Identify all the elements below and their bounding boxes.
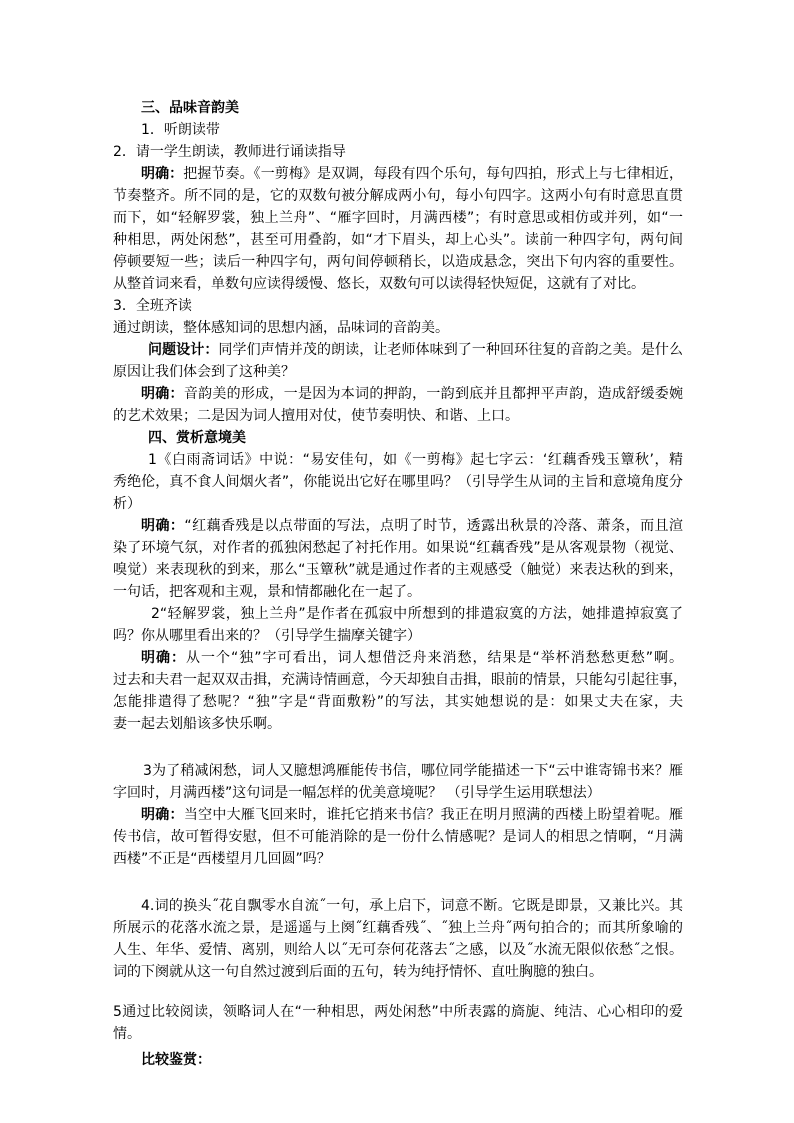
paragraph-line: 传书信，故可暂得安慰，但不可能消除的是一份什么情感呢？是词人的相思之情啊，“月满 — [113, 829, 683, 845]
paragraph-line: 的艺术效果；二是因为词人擅用对仗，使节奏明快、和谐、上口。 — [113, 408, 519, 424]
paragraph-line: 染了环境气氛，对作者的孤独闲愁起了衬托作用。如果说“红藕香残”是从客观景物（视觉、 — [113, 540, 683, 556]
question-2: 2“轻解罗裳，独上兰舟”是作者在孤寂中所想到的排遣寂寞的方法，她排遣掉寂寞了 — [151, 606, 683, 622]
clarification-paragraph-1: 明确：把握节奏。《一剪梅》是双调，每段有四个乐句，每句四拍，形式上与七律相近， — [141, 166, 684, 182]
paragraph-line: 情。 — [113, 1026, 141, 1042]
clarification-paragraph-4: 明确：从一个“独”字可看出，词人想借泛舟来消愁，结果是“举杯消愁愁更愁”啊。 — [141, 650, 683, 666]
point-4: 4.词的换头˝花自飘零水自流˝一句，承上启下，词意不断。它既是即景，又兼比兴。其 — [141, 898, 683, 914]
clarification-paragraph-2: 明确：音韵美的形成，一是因为本词的押韵，一韵到底并且都押平声韵，造成舒缓委婉 — [141, 386, 683, 402]
clarification-label: 明确： — [141, 386, 184, 402]
clarification-label: 明确： — [141, 807, 184, 823]
paragraph-line: 嗅觉）来表现秋的到来，那么“玉簟秋”就是通过作者的主观感受（触觉）来表达秋的到来， — [113, 562, 683, 578]
comparison-heading: 比较鉴赏： — [141, 1052, 211, 1068]
step-2: 2．请一学生朗读，教师进行诵读指导 — [113, 144, 346, 160]
clarification-label: 明确： — [141, 650, 186, 666]
section-heading-mood-beauty: 四、赏析意境美 — [148, 430, 246, 446]
paragraph-line: 一句话，把客观和主观，景和情都融化在一起了。 — [113, 584, 421, 600]
paragraph-line: 妻一起去划船该多快乐啊。 — [113, 716, 281, 732]
paragraph-line: 原因让我们体会到了这种美？ — [113, 364, 295, 380]
clarification-label: 明确： — [141, 166, 184, 182]
step-1: 1．听朗读带 — [141, 122, 220, 138]
paragraph-line: 词的下阕就从这一句自然过渡到后面的五句，转为纯抒情怀、直吐胸臆的独白。 — [113, 964, 603, 980]
paragraph-line: 停顿要短一些；读后一种四字句，两句间停顿稍长，以造成悬念，突出下句内容的重要性。 — [113, 254, 683, 270]
paragraph-line: 种相思，两处闲愁”，甚至可用叠韵，如“才下眉头，却上心头”。读前一种四字句，两句间 — [113, 232, 683, 248]
paragraph-line: 所展示的花落水流之景，是遥遥与上阕˝红藕香残˝、˝独上兰舟˝两句拍合的；而其所象喻的 — [113, 920, 683, 936]
paragraph-line: 怎能排遣得了愁呢？“独”字是“背面敷粉”的写法，其实她想说的是：如果丈夫在家，夫 — [113, 694, 683, 710]
paragraph-line: 字回时，月满西楼”这句词是一幅怎样的优美意境呢？ （引导学生运用联想法） — [113, 785, 601, 801]
clarification-label: 明确： — [141, 518, 185, 534]
clarification-paragraph-5: 明确：当空中大雁飞回来时，谁托它捎来书信？我正在明月照满的西楼上盼望着呢。雁 — [141, 807, 683, 823]
paragraph-line: 吗？你从哪里看出来的？（引导学生揣摩关键字） — [113, 628, 421, 644]
section-heading-sound-beauty: 三、品味音韵美 — [141, 100, 239, 116]
paragraph-line: 通过朗读，整体感知词的思想内涵，品味词的音韵美。 — [113, 320, 449, 336]
paragraph-line: 节奏整齐。所不同的是，它的双数句被分解成两小句，每小句四字。这两小句有时意思直贯 — [113, 188, 683, 204]
question-3: 3为了稍减闲愁，词人又臆想鸿雁能传书信，哪位同学能描述一下“云中谁寄锦书来？雁 — [143, 763, 683, 779]
paragraph-line: 从整首词来看，单数句应读得缓慢、悠长，双数句可以读得轻快短促，这就有了对比。 — [113, 276, 645, 292]
question-label: 问题设计： — [148, 342, 219, 358]
question-1: 1《白雨斋词话》中说：“易安佳句，如《一剪梅》起七字云：‘红藕香残玉簟秋’，精 — [148, 452, 683, 468]
paragraph-line: 而下，如“轻解罗裳，独上兰舟”、“雁字回时，月满西楼”；有时意思或相仿或并列，如“一 — [113, 210, 683, 226]
paragraph-line: 秀绝伦，真不食人间烟火者”，你能说出它好在哪里吗？（引导学生从词的主旨和意境角度分 — [113, 474, 683, 490]
paragraph-line: 人生、年华、爱情、离别，则给人以˝无可奈何花落去˝之感，以及˝水流无限似依愁˝之恨。 — [113, 942, 683, 958]
point-5: 5通过比较阅读，领略词人在“一种相思，两处闲愁”中所表露的旖旎、纯洁、心心相印的爱 — [113, 1004, 683, 1020]
paragraph-line: 析） — [113, 496, 141, 512]
step-3: 3．全班齐读 — [113, 298, 192, 314]
paragraph-line: 西楼”不正是“西楼望月几回圆”吗？ — [113, 851, 331, 867]
clarification-paragraph-3: 明确：“红藕香残是以点带面的写法，点明了时节，透露出秋景的冷落、萧条，而且渲 — [141, 518, 683, 534]
paragraph-line: 过去和夫君一起双双击揖，充满诗情画意，今天却独自击揖，眼前的情景，只能勾引起往事， — [113, 672, 687, 688]
question-design: 问题设计：同学们声情并茂的朗读，让老师体味到了一种回环往复的音韵之美。是什么 — [148, 342, 683, 358]
